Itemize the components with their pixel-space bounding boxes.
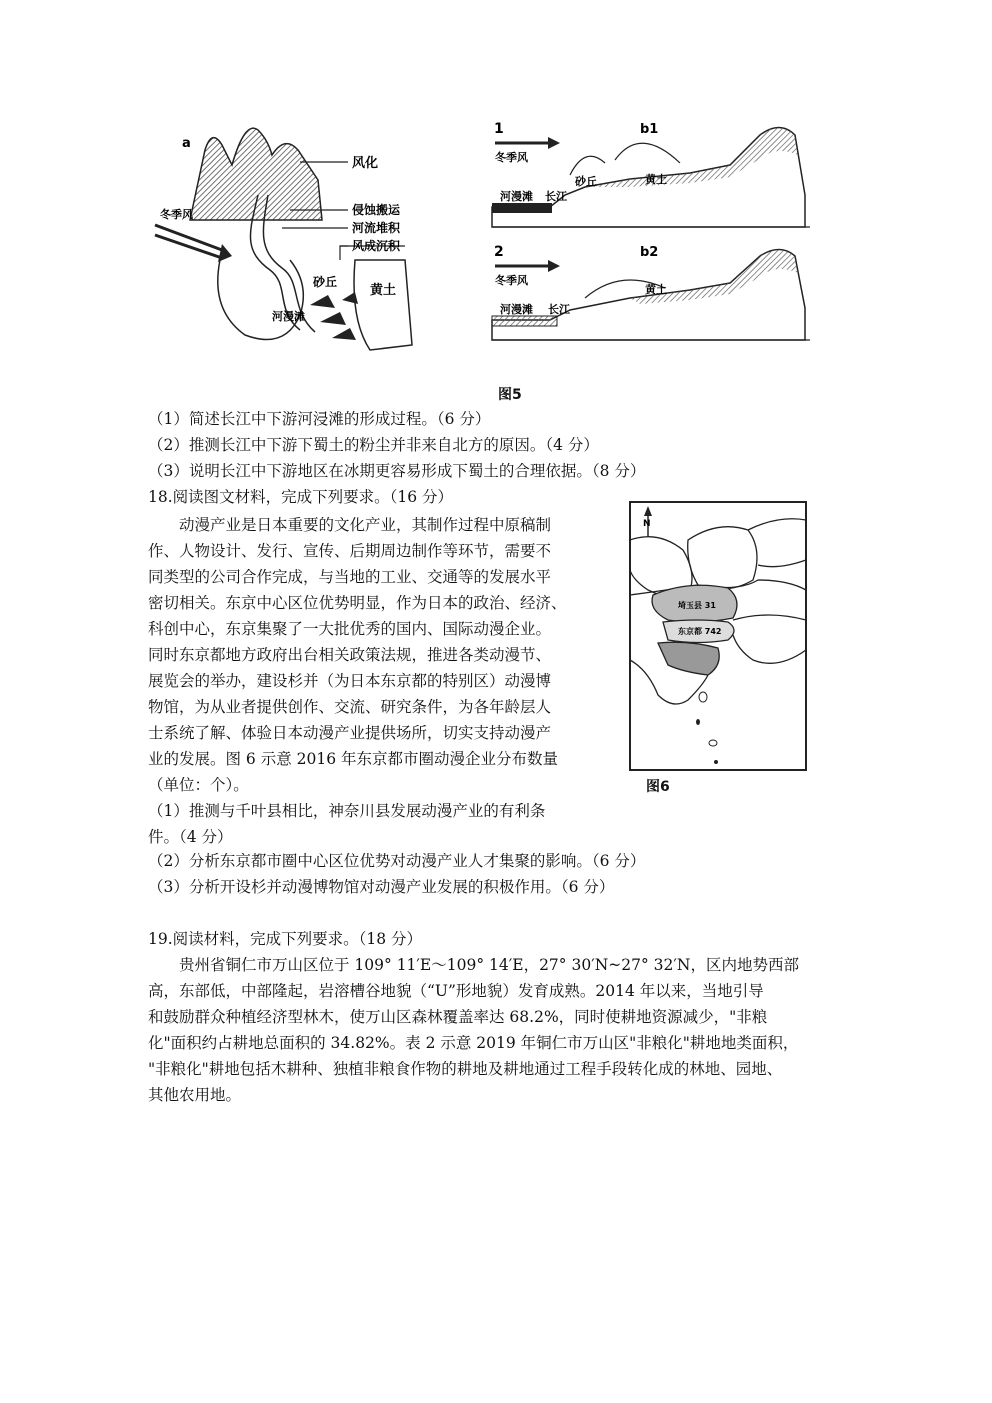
label-dune: 砂丘 <box>313 275 338 289</box>
north-label: N <box>643 519 651 529</box>
q18-line: 士系统了解、体验日本动漫产业提供场所，切实支持动漫产 <box>148 724 552 742</box>
figure-5-caption: 图5 <box>498 387 522 403</box>
q17-sub1: （1）简述长江中下游河浸滩的形成过程。（6 分） <box>148 410 491 428</box>
q18-line: 业的发展。图 6 示意 2016 年东京都市圈动漫企业分布数量 <box>148 750 559 768</box>
label-winter-wind: 冬季风 <box>160 208 193 221</box>
dune-triangle <box>320 312 346 325</box>
panel-b2-num: 2 <box>494 244 504 260</box>
label-wind-deposition: 风成沉积 <box>352 239 401 253</box>
q18-sub1-line2: 件。（4 分） <box>148 828 233 846</box>
panel-b1-label: b1 <box>640 122 659 137</box>
dune-triangle <box>310 295 335 308</box>
label-winter-wind: 冬季风 <box>495 151 528 164</box>
loess-block <box>354 260 412 350</box>
label-floodplain: 河漫滩 <box>272 310 305 323</box>
label-yangtze: 长江 <box>548 303 570 316</box>
figure-6-caption: 图6 <box>646 779 670 795</box>
q18-line: 同类型的公司合作完成，与当地的工业、交通等的发展水平 <box>148 568 552 586</box>
label-erosion-transport: 侵蚀搬运 <box>352 203 401 217</box>
island <box>714 760 718 764</box>
q18-line: 作、人物设计、发行、宣传、后期周边制作等环节，需要不 <box>148 542 552 560</box>
panel-b2-label: b2 <box>640 245 659 260</box>
map-label-tokyo: 东京都 742 <box>678 627 722 636</box>
floodplain-block <box>492 203 552 213</box>
panel-b1-num: 1 <box>494 121 504 137</box>
q19-title: 19.阅读材料，完成下列要求。（18 分） <box>148 930 423 948</box>
label-dune: 砂丘 <box>575 175 597 188</box>
figure-5-panel-a <box>150 110 440 360</box>
q19-line: "非粮化"耕地包括木耕种、独植非粮食作物的耕地及耕地通过工程手段转化成的林地、园地、 <box>148 1060 783 1078</box>
q17-sub2: （2）推测长江中下游下蜀土的粉尘并非来自北方的原因。（4 分） <box>148 436 599 454</box>
label-floodplain: 河漫滩 <box>500 190 533 203</box>
label-river-deposition: 河流堆积 <box>352 221 401 235</box>
q19-line: 化"面积约占耕地总面积的 34.82%。表 2 示意 2019 年铜仁市万山区"非粮化"耕地地类面积， <box>148 1034 799 1052</box>
q18-line: 密切相关。东京中心区位优势明显，作为日本的政治、经济、 <box>148 594 567 612</box>
figure-5 <box>150 110 840 410</box>
q17-sub3: （3）说明长江中下游地区在冰期更容易形成下蜀土的合理依据。（8 分） <box>148 462 646 480</box>
label-loess: 黄土 <box>645 173 667 186</box>
label-weathering: 风化 <box>352 156 379 171</box>
figure-5-panel-b2 <box>490 238 820 348</box>
q19-line: 高，东部低，中部隆起，岩溶槽谷地貌（“U”形地貌）发育成熟。2014 年以来，当地引导 <box>148 982 764 1000</box>
arrowhead <box>548 260 560 272</box>
label-loess: 黄土 <box>645 283 667 296</box>
q18-material <box>148 512 613 850</box>
q18-line: 动漫产业是日本重要的文化产业，其制作过程中原稿制 <box>148 516 552 534</box>
arrowhead <box>218 244 232 262</box>
floodplain-block <box>492 316 557 326</box>
q19-line: 贵州省铜仁市万山区位于 109° 11′E～109° 14′E，27° 30′N~27° 32′N，区内地势西部 <box>148 956 799 974</box>
q19-line: 其他农用地。 <box>148 1086 242 1104</box>
q18-line: 展览会的举办，建设杉并（为日本东京都的特别区）动漫博 <box>148 672 552 690</box>
q18-sub2: （2）分析东京都市圈中心区位优势对动漫产业人才集聚的影响。（6 分） <box>148 852 646 870</box>
q19-material <box>148 952 848 1108</box>
basin-outline <box>218 260 304 340</box>
label-loess: 黄土 <box>370 283 397 298</box>
map-label-saitama: 埼玉县 31 <box>678 601 716 610</box>
q18-title: 18.阅读图文材料，完成下列要求。（16 分） <box>148 488 454 506</box>
label-floodplain: 河漫滩 <box>500 303 533 316</box>
figure-5-panel-b1 <box>490 115 820 235</box>
dust-arrow <box>570 156 605 175</box>
figure-6-map <box>628 500 810 775</box>
q18-line: 同时东京都地方政府出台相关政策法规，推进各类动漫节、 <box>148 646 552 664</box>
dust-arrow <box>615 143 680 163</box>
label-winter-wind: 冬季风 <box>495 274 528 287</box>
q18-sub3: （3）分析开设杉并动漫博物馆对动漫产业发展的积极作用。（6 分） <box>148 878 615 896</box>
q18-sub1-line1: （1）推测与千叶县相比，神奈川县发展动漫产业的有利条 <box>148 802 546 820</box>
island <box>696 719 700 725</box>
panel-a-label: a <box>182 136 191 151</box>
q18-line: （单位：个）。 <box>148 776 249 794</box>
arrowhead <box>548 137 560 149</box>
q19-line: 和鼓励群众种植经济型林木，使万山区森林覆盖率达 68.2%，同时使耕地资源减少，"非粮 <box>148 1008 768 1026</box>
q18-line: 科创中心，东京集聚了一大批优秀的国内、国际动漫企业。 <box>148 620 552 638</box>
dune-triangle <box>332 328 356 340</box>
q18-line: 物馆，为从业者提供创作、交流、研究条件，为各年龄层人 <box>148 698 552 716</box>
label-yangtze: 长江 <box>545 190 567 203</box>
